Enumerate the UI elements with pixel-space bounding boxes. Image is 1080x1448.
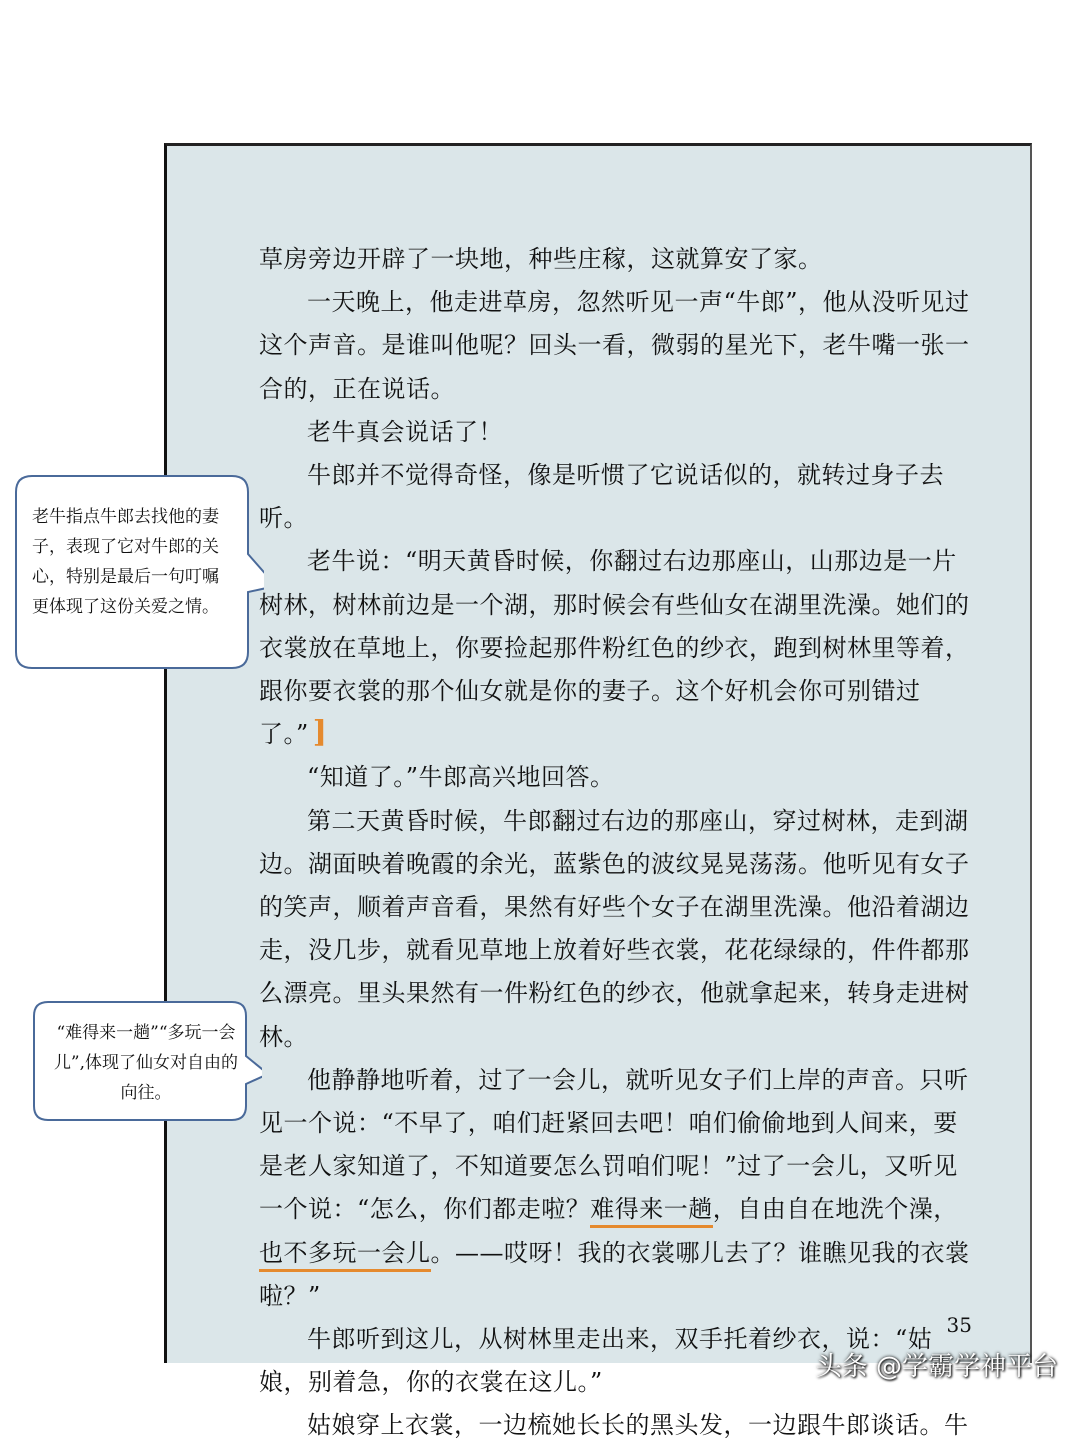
paragraph-5: 老牛说：“明天黄昏时候，你翻过右边那座山，山那边是一片树林，树林前边是一个湖，那时候会有些仙女在湖里洗澡。她们的衣裳放在草地上，你要捡起那件粉红色的纱衣，跑到树林里等着，跟你要衣裳的那个仙女就是你的妻子。这个好机会你可别错过了。” xyxy=(259,547,970,749)
watermark: 头条 @学霸学神平台 xyxy=(815,1352,1058,1382)
page-text xyxy=(259,238,971,1448)
paragraph-6: “知道了。”牛郎高兴地回答。 xyxy=(307,763,615,792)
annotation-text-1: 老牛指点牛郎去找他的妻子，表现了它对牛郎的关心，特别是最后一句叮嘱更体现了这份关爱之情。 xyxy=(32,507,219,617)
paragraph-5-wrap xyxy=(259,540,971,756)
paragraph-8-part-a: 他静静地听着，过了一会儿，就听见女子们上岸的声音。只听见一个说：“不早了，咱们赶紧回去吧！咱们偷偷地到人间来，要是老人家知道了，不知道要怎么罚咱们呢！”过了一会儿，又听见一个说：“怎么，你们都走啦？ xyxy=(259,1065,969,1224)
annotation-bubble-2 xyxy=(32,1000,262,1124)
annotation-bubble-1 xyxy=(14,474,264,674)
bracket-close: ] xyxy=(312,715,328,751)
underlined-phrase-2: 也不多玩一会儿 xyxy=(259,1239,431,1272)
paragraph-9: 牛郎听到这儿，从树林里走出来，双手托着纱衣，说：“姑娘，别着急，你的衣裳在这儿。” xyxy=(259,1325,933,1397)
paragraph-3: 老牛真会说话了！ xyxy=(307,417,503,446)
paragraph-10: 姑娘穿上衣裳，一边梳她长长的黑头发，一边跟牛郎谈话。牛 xyxy=(307,1411,969,1440)
underlined-phrase-1: 难得来一趟 xyxy=(590,1195,713,1228)
annotation-text-2: “难得来一趟”“多玩一会儿”,体现了仙女对自由的向往。 xyxy=(53,1023,239,1103)
paragraph-4: 牛郎并不觉得奇怪，像是听惯了它说话似的，就转过身子去听。 xyxy=(259,461,944,533)
paragraph-1: 草房旁边开辟了一块地，种些庄稼，这就算安了家。 xyxy=(259,245,823,273)
paragraph-8-part-c: ，自由自在地洗个澡， xyxy=(712,1195,958,1224)
page-number: 35 xyxy=(946,1313,972,1337)
paragraph-8 xyxy=(259,1059,971,1318)
paragraph-7: 第二天黄昏时候，牛郎翻过右边的那座山，穿过树林，走到湖边。湖面映着晚霞的余光，蓝紫色的波纹晃晃荡荡。他听见有女子的笑声，顺着声音看，果然有好些个女子在湖里洗澡。他沿着湖边走，没几步，就看见草地上放着好些衣裳，花花绿绿的，件件都那么漂亮。里头果然有一件粉红色的纱衣，他就拿起来，转身走进树林。 xyxy=(259,806,970,1051)
paragraph-2: 一天晚上，他走进草房，忽然听见一声“牛郎”，他从没听见过这个声音。是谁叫他呢？回头一看，微弱的星光下，老牛嘴一张一合的，正在说话。 xyxy=(259,288,970,403)
paragraph-8-part-e: 。——哎呀！我的衣裳哪儿去了？谁瞧见我的衣裳啦？” xyxy=(259,1238,970,1310)
